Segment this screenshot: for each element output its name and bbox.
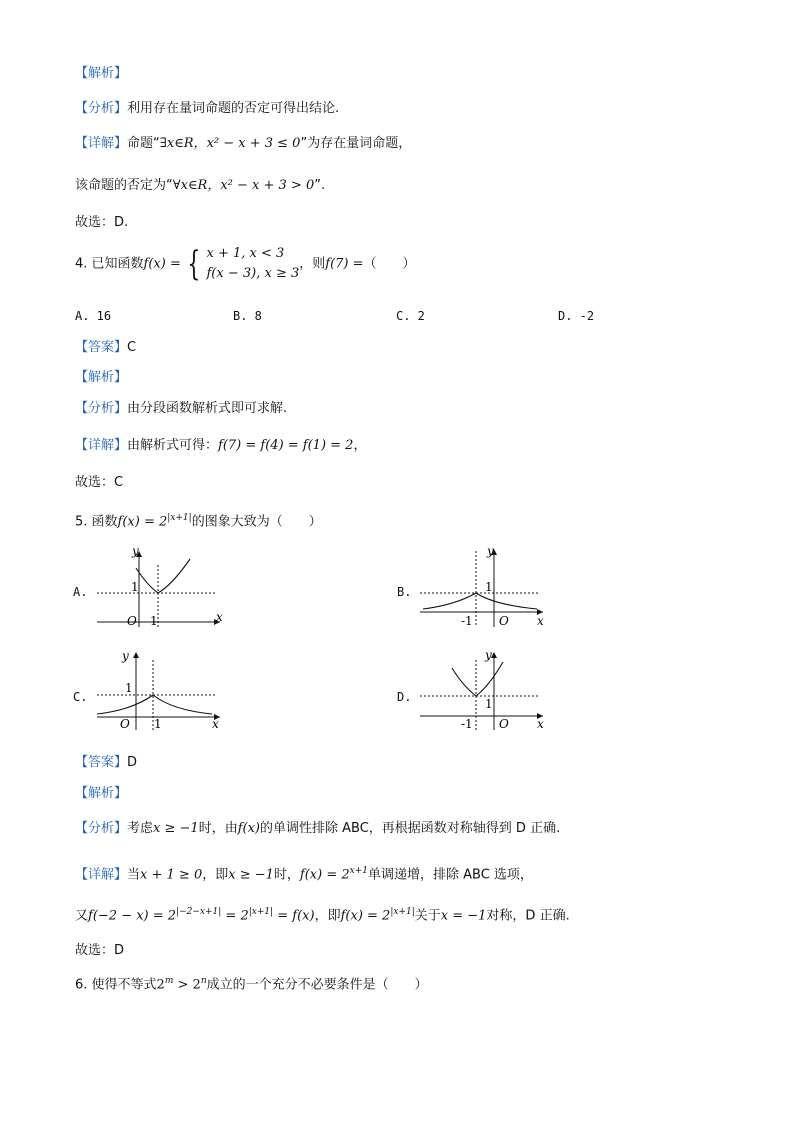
axis-x-label: x	[216, 610, 223, 624]
q5-xiangjie-line2: 又$f(-2 - x) = 2^{|-2-x+1|} = 2^{|x+1|} = f(x)$，即$f(x) = 2^{|x+1|}$关于x = −1对称，D 正确.	[75, 907, 570, 924]
q4-stem: 4. 已知函数f(x) = { x + 1, x < 3 f(x − 3), x ≥ 3 ，则f(7) =（ ）	[75, 244, 416, 284]
graph-a	[92, 545, 227, 630]
q3-xiangjie: 【详解】命题“∃x∈R，x² − x + 3 ≤ 0”为存在量词命题，	[75, 136, 412, 151]
graph-b-label: B.	[397, 585, 412, 599]
q3-negation: 该命题的否定为“∀x∈R，x² − x + 3 > 0”.	[75, 178, 326, 193]
graph-b	[415, 545, 550, 630]
q4-answer-choice: 故选：C	[75, 475, 124, 490]
q3-answer-choice: 故选：D.	[75, 215, 129, 230]
graph-c	[92, 648, 227, 733]
q4-option-d: D. -2	[558, 309, 595, 323]
q4-fenxi: 【分析】由分段函数解析式即可求解.	[75, 401, 288, 416]
q4-option-a: A. 16	[75, 309, 112, 323]
q5-jiexi-heading: 【解析】	[75, 786, 128, 801]
axis-x-label: x	[537, 614, 544, 628]
axis-y-label: y	[487, 545, 494, 558]
y-axis-arrow-icon	[133, 652, 139, 658]
graph-c-label: C.	[73, 690, 88, 704]
piecewise-cases: x + 1, x < 3 f(x − 3), x ≥ 3	[206, 246, 300, 281]
q5-fenxi: 【分析】考虑x ≥ −1时，由f(x)的单调性排除 ABC，再根据函数对称轴得到 D 正确.	[75, 821, 561, 836]
q3-jiexi-heading: 【解析】	[75, 66, 128, 81]
origin-label: O	[499, 614, 509, 628]
q4-option-c: C. 2	[396, 309, 425, 323]
tick-x-one: 1	[154, 717, 162, 731]
tick-x-one: 1	[150, 614, 158, 628]
q6-stem: 6. 使得不等式$2^m > 2^n$成立的一个充分不必要条件是（ ）	[75, 976, 428, 993]
graph-d	[415, 648, 550, 733]
axis-y-label: y	[132, 545, 139, 558]
axis-x-label: x	[212, 717, 219, 731]
origin-label: O	[499, 717, 509, 731]
q4-option-b: B. 8	[233, 309, 262, 323]
tick-one: 1	[125, 681, 133, 695]
curve	[136, 559, 190, 593]
left-brace-icon: {	[187, 244, 201, 284]
q5-daan: 【答案】D	[75, 755, 138, 770]
curve	[452, 662, 503, 696]
graph-d-label: D.	[397, 690, 412, 704]
origin-label: O	[127, 614, 137, 628]
q5-answer-choice: 故选：D	[75, 943, 125, 958]
graph-a-label: A.	[73, 585, 88, 599]
tick-neg-one: -1	[461, 614, 473, 628]
q5-stem: 5. 函数$f(x) = 2^{|x+1|}$的图象大致为（ ）	[75, 513, 322, 530]
curve	[423, 593, 537, 609]
tick-one: 1	[485, 697, 493, 711]
tick-neg-one: -1	[461, 717, 473, 731]
curve	[97, 695, 212, 714]
q4-jiexi-heading: 【解析】	[75, 370, 128, 385]
y-axis-arrow-icon	[491, 652, 497, 658]
axis-y-label: y	[122, 649, 129, 663]
axis-x-label: x	[537, 717, 544, 731]
q4-xiangjie: 【详解】由解析式可得：f(7) = f(4) = f(1) = 2，	[75, 438, 367, 453]
axis-y-label: y	[485, 648, 492, 662]
q5-xiangjie-line1: 【详解】当x + 1 ≥ 0，即x ≥ −1时，$f(x) = 2^{x+1}$单调递增，排除 ABC 选项，	[75, 866, 533, 883]
q3-fenxi: 【分析】利用存在量词命题的否定可得出结论.	[75, 101, 340, 116]
q4-daan: 【答案】C	[75, 340, 137, 355]
origin-label: O	[120, 717, 130, 731]
tick-one: 1	[485, 580, 493, 594]
tick-one: 1	[131, 580, 139, 594]
